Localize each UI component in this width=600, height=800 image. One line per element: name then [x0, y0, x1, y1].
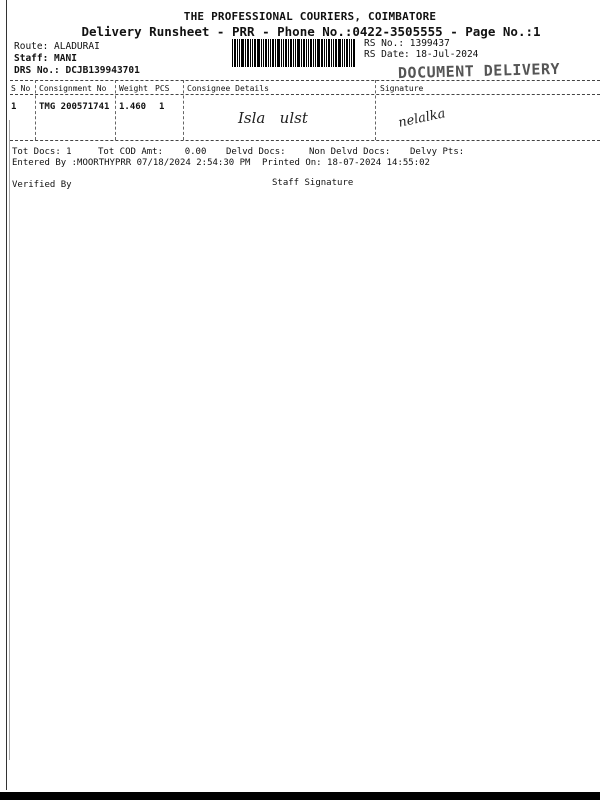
- table-bottom-rule: [10, 140, 600, 141]
- tot-cod-amount: Tot COD Amt: 0.00: [98, 147, 207, 157]
- col-header-pcs: PCS: [155, 84, 170, 93]
- scan-bottom-band: [0, 792, 600, 800]
- verified-by-label: Verified By: [12, 180, 72, 190]
- document-delivery-stamp: DOCUMENT DELIVERY: [397, 59, 561, 83]
- table-top-rule: [10, 80, 600, 81]
- entered-by: Entered By :MOORTHYPRR 07/18/2024 2:54:30 PM: [12, 158, 251, 168]
- route-label: Route: ALADURAI: [14, 41, 100, 52]
- row-consignment-no: TMG 200571741: [39, 102, 110, 112]
- drs-number: DRS No.: DCJB139943701: [14, 65, 140, 76]
- consignee-handwriting: Isla ulst: [238, 109, 308, 127]
- runsheet-title: Delivery Runsheet - PRR - Phone No.:0422-3505555 - Page No.:1: [81, 24, 541, 39]
- col-divider: [375, 80, 376, 140]
- row-sno: 1: [11, 102, 17, 112]
- delivered-docs: Delvd Docs:: [226, 147, 286, 157]
- staff-signature-label: Staff Signature: [272, 178, 354, 188]
- rs-date: RS Date: 18-Jul-2024: [364, 49, 479, 60]
- col-header-consignee: Consignee Details: [187, 84, 269, 93]
- col-divider: [115, 80, 116, 140]
- col-header-weight: Weight: [119, 84, 148, 93]
- tot-docs: Tot Docs: 1: [12, 147, 72, 157]
- col-divider: [35, 80, 36, 140]
- col-header-consignment: Consignment No: [39, 84, 107, 93]
- col-header-signature: Signature: [380, 84, 424, 93]
- row-weight: 1.460: [119, 102, 147, 112]
- header-bottom-rule: [10, 94, 600, 95]
- col-header-sno: S No: [11, 84, 31, 93]
- non-delivered-docs: Non Delvd Docs:: [309, 147, 391, 157]
- rs-number: RS No.: 1399437: [364, 38, 450, 49]
- printed-on: Printed On: 18-07-2024 14:55:02: [262, 158, 430, 168]
- scan-edge-line: [6, 0, 7, 790]
- staff-label: Staff: MANI: [14, 53, 77, 64]
- scan-edge-line-faint: [9, 120, 10, 760]
- handwritten-signature: nelalka: [396, 106, 447, 131]
- company-name: THE PROFESSIONAL COURIERS, COIMBATORE: [183, 10, 437, 23]
- col-divider: [183, 80, 184, 140]
- row-pcs: 1: [159, 102, 165, 112]
- delivery-points: Delvy Pts:: [410, 147, 465, 157]
- barcode-image: [232, 39, 356, 67]
